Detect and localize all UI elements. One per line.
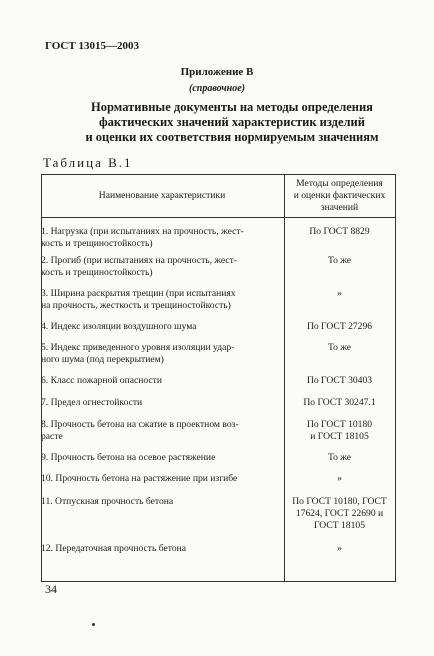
method-text-line: По ГОСТ 8829 — [309, 226, 370, 237]
characteristic-text-line: 10. Прочность бетона на растяжение при изгибе — [41, 472, 238, 484]
characteristic-text-line: расте — [41, 430, 63, 442]
characteristic-text-line: кость и трещиностойкость) — [41, 238, 153, 249]
appendix-heading — [40, 100, 424, 145]
characteristic-text-line: 2. Прогиб (при испытаниях на прочность, жест- — [41, 254, 238, 266]
method-text-line: ГОСТ 18105 — [314, 519, 365, 531]
characteristic-text-line: 6. Класс пожарной опасности — [41, 374, 162, 386]
characteristic-text-line: ного шума (под перекрытием) — [41, 353, 164, 365]
heading-line: Нормативные документы на методы определения — [91, 100, 373, 114]
table-caption: Таблица В.1 — [43, 155, 133, 170]
heading-line: и оценки их соответствия нормируемым значениям — [85, 130, 379, 144]
method-text-line: По ГОСТ 30403 — [306, 374, 373, 386]
method-text-line: » — [337, 542, 342, 554]
characteristic-text-line: 12. Передаточная прочность бетона — [41, 542, 187, 554]
characteristic-text-line: 7. Предел огнестойкости — [41, 396, 143, 408]
method-text-line: » — [337, 472, 342, 484]
method-text-line: То же — [327, 254, 352, 266]
characteristic-text-line: 4. Индекс изоляции воздушного шума — [41, 320, 197, 332]
page-number: 34 — [45, 582, 57, 596]
method-text-line: 17624, ГОСТ 22690 и — [295, 507, 384, 519]
characteristic-text-line: 5. Индекс приведенного уровня изоляции удар- — [41, 341, 235, 353]
method-text-line: По ГОСТ 27296 — [306, 320, 373, 332]
appendix-title: Приложение В — [180, 66, 254, 78]
method-text-line: » — [337, 287, 342, 299]
method-text-line: То же — [327, 341, 352, 353]
method-text-line: По ГОСТ 10180 — [306, 418, 373, 430]
scan-speck — [92, 623, 95, 626]
method-text-line: и ГОСТ 18105 — [310, 430, 369, 442]
column-header-characteristic: Наименование характеристики — [41, 174, 283, 218]
method-text-line: То же — [327, 451, 352, 463]
characteristic-text-line: кость и трещиностойкость) — [41, 266, 153, 278]
method-text-line: По ГОСТ 30247.1 — [303, 396, 376, 408]
column-divider — [284, 174, 285, 582]
characteristic-text-line: 9. Прочность бетона на осевое растяжение — [41, 451, 216, 463]
appendix-note: (справочное) — [189, 83, 245, 94]
characteristic-text-line: 11. Отпускная прочность бетона — [41, 495, 174, 507]
characteristic-text-line: 3. Ширина раскрытия трещин (при испытаниях — [41, 287, 236, 299]
characteristic-text-line: 1. Нагрузка (при испытаниях на прочность, жест- — [41, 226, 244, 237]
column-header-methods: Методы определения и оценки фактических значений — [283, 174, 396, 218]
characteristic-text-line: на прочность, жесткость и трещиностойкость) — [41, 299, 231, 311]
table-frame — [41, 174, 396, 582]
characteristic-text-line: 8. Прочность бетона на сжатие в проектном воз- — [41, 418, 239, 430]
heading-line: фактических значений характеристик изделий — [99, 115, 365, 129]
document-code: ГОСТ 13015—2003 — [45, 40, 139, 52]
method-text-line: По ГОСТ 10180, ГОСТ — [292, 495, 387, 507]
